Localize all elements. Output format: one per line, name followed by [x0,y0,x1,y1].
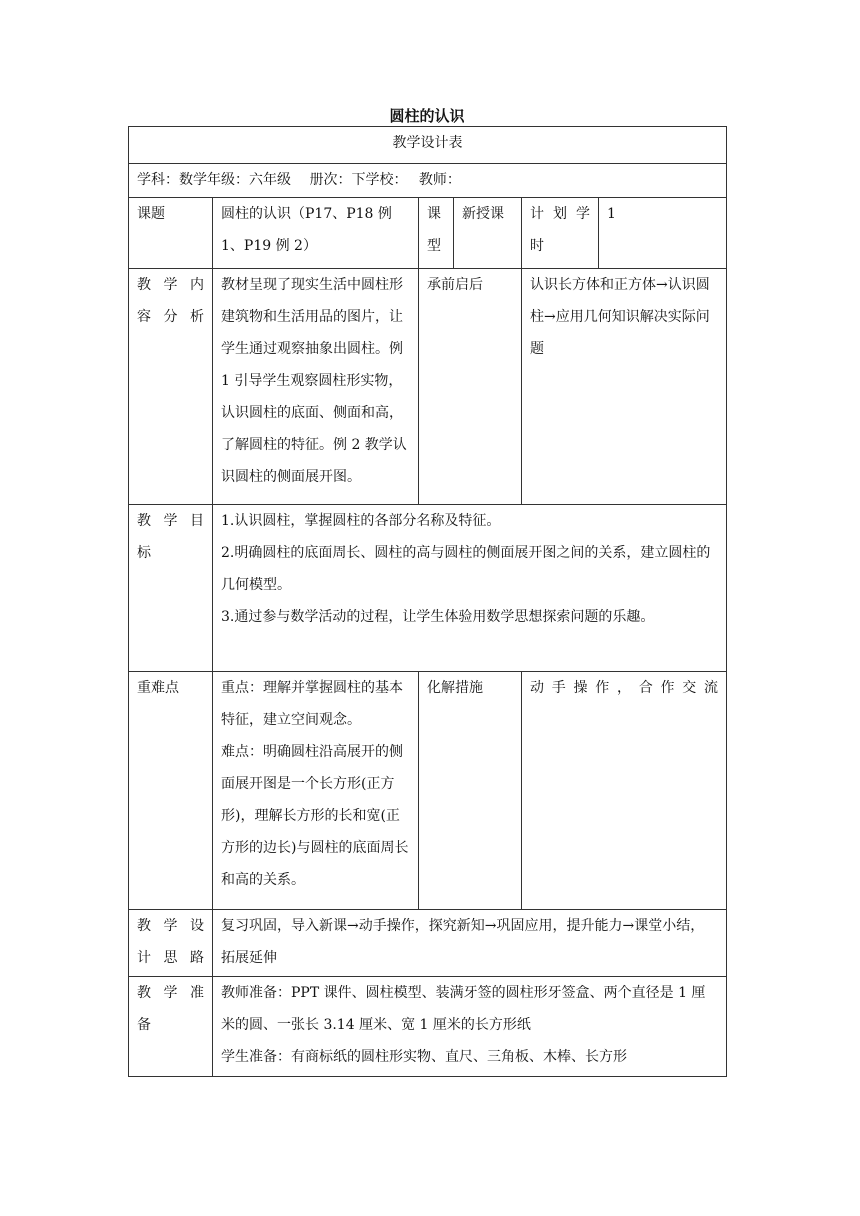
preparation-text [213,977,727,1077]
design-idea-label: 教 学 设 计思路 [129,910,213,977]
goals-label: 教 学 目 标 [129,505,213,672]
goals-list [213,505,727,672]
goal-item: 1.认识圆柱，掌握圆柱的各部分名称及特征。 [221,513,501,529]
topic-label: 课题 [129,198,213,269]
goal-item: 3.通过参与数学活动的过程，让学生体验用数学思想探索问题的乐趣。 [221,609,655,625]
type-value: 新授课 [454,198,522,269]
preparation-label: 教 学 准 备 [129,977,213,1077]
key-point: 重点：理解并掌握圆柱的基本特征，建立空间观念。 [221,680,403,728]
meta-line: 学科：数学年级：六年级 册次：下学校： 教师： [129,164,727,198]
lesson-design-table [128,126,727,1077]
content-analysis-text: 教材呈现了现实生活中圆柱形建筑物和生活用品的图片，让学生通过观察抽象出圆柱。例 1 引导学生观察圆柱形实物，认识圆柱的底面、侧面和高，了解圆柱的特征。例 2 教学认识圆柱的侧面展开图。 [213,269,419,505]
difficulty-point: 难点：明确圆柱沿高展开的侧面展开图是一个长方形(正方形)，理解长方形的长和宽(正方形的边长)与圆柱的底面周长和高的关系。 [221,744,409,888]
measure-value: 动手操作，合作交流 [522,672,727,910]
key-difficulty-text [213,672,419,910]
design-idea-text: 复习巩固，导入新课→动手操作，探究新知→巩固应用，提升能力→课堂小结，拓展延伸 [213,910,727,977]
student-preparation: 学生准备：有商标纸的圆柱形实物、直尺、三角板、木棒、长方形 [221,1049,627,1065]
type-label: 课型 [419,198,454,269]
page-title: 圆柱的认识 [389,107,465,125]
content-analysis-label: 教 学 内 容分析 [129,269,213,505]
hours-value: 1 [599,198,727,269]
table-header: 教学设计表 [129,127,727,164]
topic-value: 圆柱的认识（P17、P18 例 1、P19 例 2） [213,198,419,269]
context-value: 认识长方体和正方体→认识圆柱→应用几何知识解决实际问题 [522,269,727,505]
key-difficulty-label: 重难点 [129,672,213,910]
teacher-preparation: 教师准备：PPT 课件、圆柱模型、装满牙签的圆柱形牙签盒、两个直径是 1 厘米的圆、一张长 3.14 厘米、宽 1 厘米的长方形纸 [221,985,706,1033]
context-label: 承前启后 [419,269,522,505]
hours-label: 计 划 学 时 [522,198,599,269]
goal-item: 2.明确圆柱的底面周长、圆柱的高与圆柱的侧面展开图之间的关系，建立圆柱的几何模型。 [221,545,711,593]
measure-label: 化解措施 [419,672,522,910]
